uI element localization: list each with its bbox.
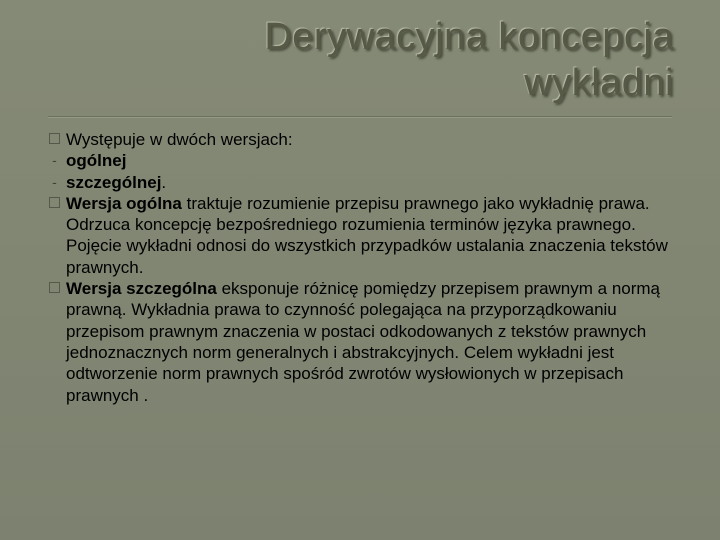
bullet-item-szczegolnej (52, 172, 686, 193)
title-divider (48, 116, 672, 117)
bullet-list (52, 129, 686, 406)
dash-bullet-icon: - (52, 173, 57, 190)
title-line-1: Derywacyjna koncepcja (264, 16, 674, 58)
bullet-text: Występuje w dwóch wersjach: (66, 130, 293, 149)
slide-title (114, 14, 674, 106)
bullet-bold-text: ogólnej (66, 151, 127, 171)
bullet-bold-text: Wersja ogólna (66, 193, 182, 213)
bullet-text: . (161, 172, 167, 192)
bullet-item-wersja-ogolna (66, 193, 686, 278)
bullet-text: eksponuje różnicę pomiędzy przepisem prawnym a normą prawną. Wykładnia prawa to czynność polegająca na przyporządkowaniu przepisom prawnym znaczenia w postaci odkodowanych z tekstów prawnych jednoznacznych norm generalnych i abstrakcyjnych. Celem wykładni jest odtworzenie norm prawnych spośród zwrotów wysłowionych w przepisach prawnych . (66, 279, 661, 405)
box-bullet-icon (49, 282, 60, 293)
bullet-bold-text: szczególnej (66, 172, 162, 192)
dash-bullet-icon: - (52, 152, 57, 169)
box-bullet-icon (49, 197, 60, 208)
bullet-bold-text: Wersja szczególna (66, 279, 217, 299)
box-bullet-icon (49, 133, 60, 144)
bullet-item-wersja-szczegolna (66, 278, 686, 406)
bullet-item-ogolnej (52, 150, 686, 171)
title-line-2: wykładni (524, 62, 674, 104)
bullet-item-wersje (66, 129, 686, 150)
bullet-text: traktuje rozumienie przepisu prawnego jako wykładnię prawa. Odrzuca koncepcję bezpośredniego rozumienia terminów języka prawnego. Pojęcie wykładni odnosi do wszystkich przypadków ustalania znaczenia tekstów prawnych. (66, 193, 668, 277)
